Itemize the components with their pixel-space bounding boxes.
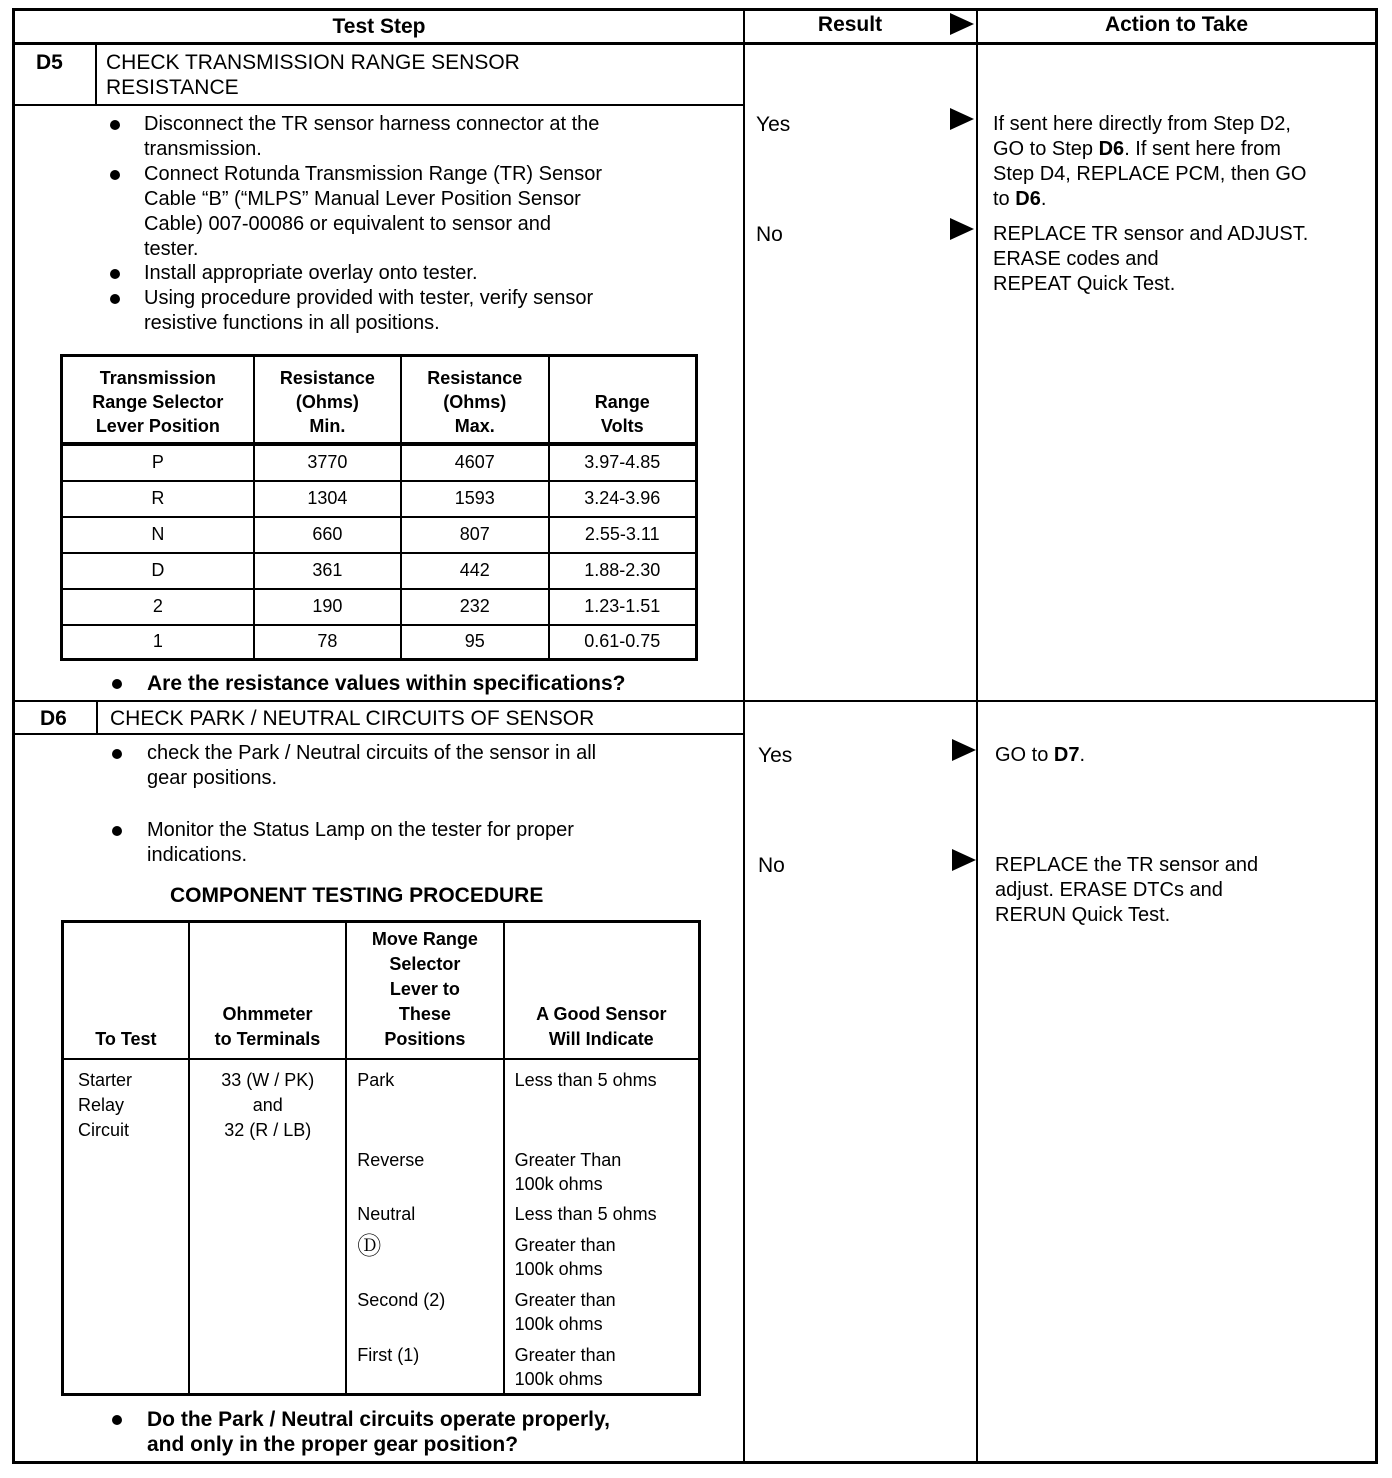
divider-action-col (976, 8, 978, 1464)
bullet-icon (110, 170, 120, 180)
header-action: Action to Take (1104, 13, 1249, 36)
indication-line: Greater Than (514, 1149, 622, 1170)
bullet-icon (110, 269, 120, 279)
table-cell: 4607 (401, 444, 548, 481)
indication-line: 100k ohms (514, 1368, 603, 1389)
d6-id-divider (96, 702, 98, 735)
d6-instruction-1-line2: gear positions. (147, 767, 278, 789)
table-cell: 807 (401, 517, 548, 553)
to-test-line: Circuit (78, 1119, 130, 1140)
indication-line: 100k ohms (514, 1173, 603, 1194)
header-result: Result (817, 13, 883, 36)
d6-question-line2: and only in the proper gear position? (147, 1433, 519, 1456)
d6-instruction-2-line2: indications. (147, 844, 248, 866)
table-row (62, 481, 697, 517)
indication-cell (504, 1059, 700, 1395)
table-cell: N (62, 517, 254, 553)
d5-yes-arrow-icon (950, 108, 974, 130)
bullet-icon (112, 826, 122, 836)
bullet-icon (112, 1415, 122, 1425)
table-cell: 1304 (254, 481, 401, 517)
bullet-icon (110, 120, 120, 130)
resistance-table (60, 354, 698, 661)
terminals-line: 32 (R / LB) (224, 1119, 312, 1140)
table-cell: 95 (401, 625, 548, 660)
table-row (62, 444, 697, 481)
terminals-line: and (252, 1094, 283, 1115)
table-cell: 1593 (401, 481, 548, 517)
bullet-icon (110, 294, 120, 304)
indication-line: 100k ohms (514, 1258, 603, 1279)
table-row (63, 1059, 700, 1395)
d5-title-line1: CHECK TRANSMISSION RANGE SENSOR (106, 51, 520, 74)
d5-no-arrow-icon (950, 218, 974, 240)
indication-line: Greater than (514, 1289, 616, 1310)
component-col-header: Ohmmeter to Terminals (189, 922, 346, 1059)
d5-instruction-4-line2: resistive functions in all positions. (144, 312, 440, 334)
table-cell: 660 (254, 517, 401, 553)
component-col-header: To Test (63, 922, 189, 1059)
d5-id-divider (95, 44, 97, 106)
component-col-header: Move Range Selector Lever to These Positions (346, 922, 503, 1059)
table-cell: 1.88-2.30 (549, 553, 697, 589)
positions-cell (346, 1059, 503, 1395)
terminals-line: 33 (W / PK) (221, 1069, 315, 1090)
indication-line: Less than 5 ohms (514, 1069, 657, 1090)
border-header-bottom (12, 42, 1378, 45)
table-cell: 2 (62, 589, 254, 625)
table-cell: 78 (254, 625, 401, 660)
header-arrow-icon (950, 13, 974, 35)
bullet-icon (112, 749, 122, 759)
to-test-cell (63, 1059, 189, 1395)
divider-d5-d6 (12, 700, 1378, 702)
header-test-step: Test Step (332, 15, 426, 38)
d5-no-label: No (756, 223, 783, 246)
procedure-title: COMPONENT TESTING PROCEDURE (170, 884, 544, 907)
indication-line: 100k ohms (514, 1313, 603, 1334)
d5-instruction-1-line2: transmission. (144, 138, 262, 160)
resistance-col-header: Transmission Range Selector Lever Position (62, 356, 254, 444)
table-cell: 3.24-3.96 (549, 481, 697, 517)
d5-no-action-line1: REPLACE TR sensor and ADJUST. (993, 223, 1309, 245)
table-row (62, 553, 697, 589)
table-cell: 3.97-4.85 (549, 444, 697, 481)
d6-instruction-2-line1: Monitor the Status Lamp on the tester for proper (147, 819, 574, 841)
border-bottom (12, 1461, 1378, 1464)
d5-no-action-line2: ERASE codes and (993, 248, 1159, 270)
d6-title-underline (12, 733, 745, 735)
drive-circle-icon: Ⓓ (357, 1232, 382, 1260)
border-left (12, 8, 15, 1464)
d6-yes-label: Yes (758, 744, 793, 767)
resistance-col-header: Resistance (Ohms) Min. (254, 356, 401, 444)
d5-step-id: D5 (36, 51, 63, 74)
table-cell: 442 (401, 553, 548, 589)
border-right (1375, 8, 1378, 1464)
indication-line: Greater than (514, 1234, 616, 1255)
table-cell: 1.23-1.51 (549, 589, 697, 625)
resistance-col-header: Range Volts (549, 356, 697, 444)
to-test-line: Relay (78, 1094, 125, 1115)
table-cell: 1 (62, 625, 254, 660)
d5-instruction-2-line3: Cable) 007-00086 or equivalent to sensor and (144, 213, 551, 235)
table-cell: 190 (254, 589, 401, 625)
position-reverse: Reverse (357, 1149, 425, 1170)
indication-line: Less than 5 ohms (514, 1203, 657, 1224)
d5-no-action-line3: REPEAT Quick Test. (993, 273, 1176, 295)
d5-yes-label: Yes (756, 113, 791, 136)
d5-question: Are the resistance values within specifications? (147, 672, 626, 695)
table-cell: 3770 (254, 444, 401, 481)
position-first: First (1) (357, 1344, 420, 1365)
d5-yes-action-line4: to D6. (993, 188, 1047, 210)
d6-title: CHECK PARK / NEUTRAL CIRCUITS OF SENSOR (110, 707, 595, 730)
d6-no-label: No (758, 854, 785, 877)
position-park: Park (357, 1069, 395, 1090)
resistance-col-header: Resistance (Ohms) Max. (401, 356, 548, 444)
d5-yes-action-line3: Step D4, REPLACE PCM, then GO (993, 163, 1307, 185)
table-row (62, 517, 697, 553)
d6-no-arrow-icon (952, 849, 976, 871)
d6-step-id: D6 (40, 707, 67, 730)
table-row (62, 625, 697, 660)
indication-line: Greater than (514, 1344, 616, 1365)
d6-no-action-line1: REPLACE the TR sensor and (995, 854, 1259, 876)
d5-instruction-2-line2: Cable “B” (“MLPS” Manual Lever Position Sensor (144, 188, 581, 210)
component-test-table (61, 920, 701, 1396)
position-neutral: Neutral (357, 1203, 416, 1224)
d6-question-line1: Do the Park / Neutral circuits operate properly, (147, 1408, 610, 1431)
divider-result-col (743, 8, 745, 1464)
table-cell: 0.61-0.75 (549, 625, 697, 660)
d6-yes-arrow-icon (952, 739, 976, 761)
table-cell: 232 (401, 589, 548, 625)
d6-yes-action: GO to D7. (995, 744, 1086, 766)
table-row (62, 589, 697, 625)
d5-instruction-2-line4: tester. (144, 238, 199, 260)
d6-no-action-line3: RERUN Quick Test. (995, 904, 1171, 926)
component-col-header: A Good Sensor Will Indicate (504, 922, 700, 1059)
to-test-line: Starter (78, 1069, 133, 1090)
d5-yes-action-line2: GO to Step D6. If sent here from (993, 138, 1281, 160)
d6-instruction-1-line1: check the Park / Neutral circuits of the sensor in all (147, 742, 597, 764)
d5-instruction-4-line1: Using procedure provided with tester, verify sensor (144, 287, 594, 309)
d5-instruction-3-line1: Install appropriate overlay onto tester. (144, 262, 478, 284)
table-cell: R (62, 481, 254, 517)
d5-title-line2: RESISTANCE (106, 76, 239, 99)
position-second: Second (2) (357, 1289, 446, 1310)
table-cell: 361 (254, 553, 401, 589)
bullet-icon (112, 679, 122, 689)
d5-instruction-1-line1: Disconnect the TR sensor harness connector at the (144, 113, 600, 135)
table-cell: 2.55-3.11 (549, 517, 697, 553)
table-cell: D (62, 553, 254, 589)
terminals-cell (189, 1059, 346, 1395)
table-cell: P (62, 444, 254, 481)
d5-yes-action-line1: If sent here directly from Step D2, (993, 113, 1291, 135)
d5-instruction-2-line1: Connect Rotunda Transmission Range (TR) Sensor (144, 163, 602, 185)
d5-title-underline (12, 104, 745, 106)
d6-no-action-line2: adjust. ERASE DTCs and (995, 879, 1223, 901)
